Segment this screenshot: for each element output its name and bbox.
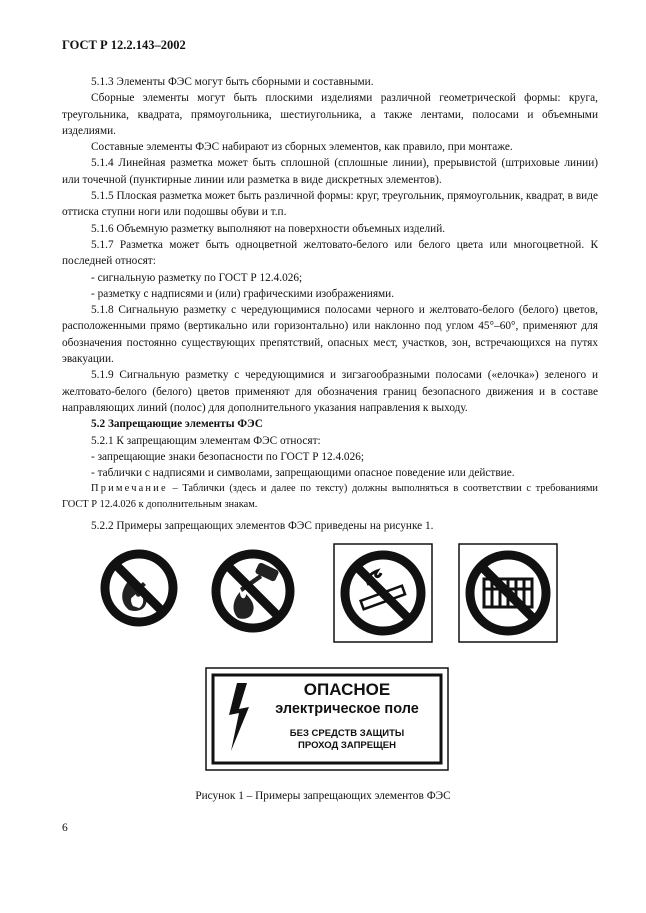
danger-electric-field-placard bbox=[205, 667, 449, 771]
document-body bbox=[62, 74, 598, 535]
paragraph: 5.2.2 Примеры запрещающих элементов ФЭС приведены на рисунке 1. bbox=[91, 520, 434, 533]
placard-line-2: электрическое поле bbox=[275, 701, 419, 717]
paragraph: 5.1.9 Сигнальную разметку с чередующимися и зигзагообразными полосами («елочка») зеленого и желтовато-белого (белого) цветов применяют для обозначения границ безопасного движения и в составе направляющих линий (полос) для дополнительного указания направления к выходу. bbox=[62, 369, 598, 414]
note bbox=[62, 481, 598, 512]
placard-line-4: ПРОХОД ЗАПРЕЩЕН bbox=[298, 740, 396, 751]
list-item: - разметку с надписями и (или) графическими изображениями. bbox=[91, 287, 395, 300]
no-obstruction-sign bbox=[458, 543, 558, 643]
placard-line-3: БЕЗ СРЕДСТВ ЗАЩИТЫ bbox=[289, 728, 405, 739]
note-label: Примечание bbox=[91, 483, 168, 495]
note-text: – Таблички (здесь и далее по тексту) должны выполняться в соответствии с требованиями ГОСТ Р 12.4.026 к дополнительным знакам. bbox=[62, 483, 598, 510]
paragraph: 5.1.6 Объемную разметку выполняют на поверхности объемных изделий. bbox=[91, 222, 446, 235]
section-heading: 5.2 Запрещающие элементы ФЭС bbox=[91, 418, 263, 431]
paragraph: 5.1.8 Сигнальную разметку с чередующимися полосами черного и желтовато-белого (белого) цветов, расположенными прямо (вертикально или горизонтально) или наклонно под углом 45°–60°, применяют для обозначения постоянно существующих препятствий, опасных мест, участков, зон, встречающихся на путях эвакуации. bbox=[62, 304, 598, 366]
paragraph: 5.2.1 К запрещающим элементам ФЭС относят: bbox=[91, 434, 321, 447]
paragraph: 5.1.3 Элементы ФЭС могут быть сборными и составными. bbox=[91, 76, 374, 88]
paragraph: 5.1.4 Линейная разметка может быть сплошной (сплошные линии), прерывистой (штриховые линии) или точечной (пунктирные линии или разметка в виде дискретных элементов). bbox=[62, 157, 598, 186]
list-item: - таблички с надписями и символами, запрещающими опасное поведение или действие. bbox=[91, 467, 515, 480]
page-number: 6 bbox=[62, 822, 68, 834]
paragraph: 5.1.5 Плоская разметка может быть различной формы: круг, треугольник, прямоугольник, квадрат, в виде оттиска ступни ноги или подошвы обуви и т.п. bbox=[62, 190, 598, 219]
no-open-flame-sign bbox=[99, 548, 179, 628]
list-item: - сигнальную разметку по ГОСТ Р 12.4.026; bbox=[91, 271, 303, 284]
page-header: ГОСТ Р 12.2.143–2002 bbox=[62, 38, 186, 52]
placard-line-1: ОПАСНОЕ bbox=[303, 680, 391, 699]
no-ignition-sign bbox=[210, 548, 296, 634]
paragraph: Сборные элементы могут быть плоскими изделиями различной геометрической формы: круга, треугольника, квадрата, прямоугольника, шестиугольника, а также лентами, полосами и объемными изделиями. bbox=[62, 92, 598, 137]
paragraph: Составные элементы ФЭС набирают из сборных элементов, как правило, при монтаже. bbox=[91, 141, 513, 154]
no-smoking-sign bbox=[333, 543, 433, 643]
paragraph: 5.1.7 Разметка может быть одноцветной желтовато-белого или белого цвета или многоцветной. К последней относят: bbox=[62, 238, 598, 268]
figure-caption: Рисунок 1 – Примеры запрещающих элементов ФЭС bbox=[195, 790, 451, 802]
list-item: - запрещающие знаки безопасности по ГОСТ Р 12.4.026; bbox=[91, 450, 365, 463]
